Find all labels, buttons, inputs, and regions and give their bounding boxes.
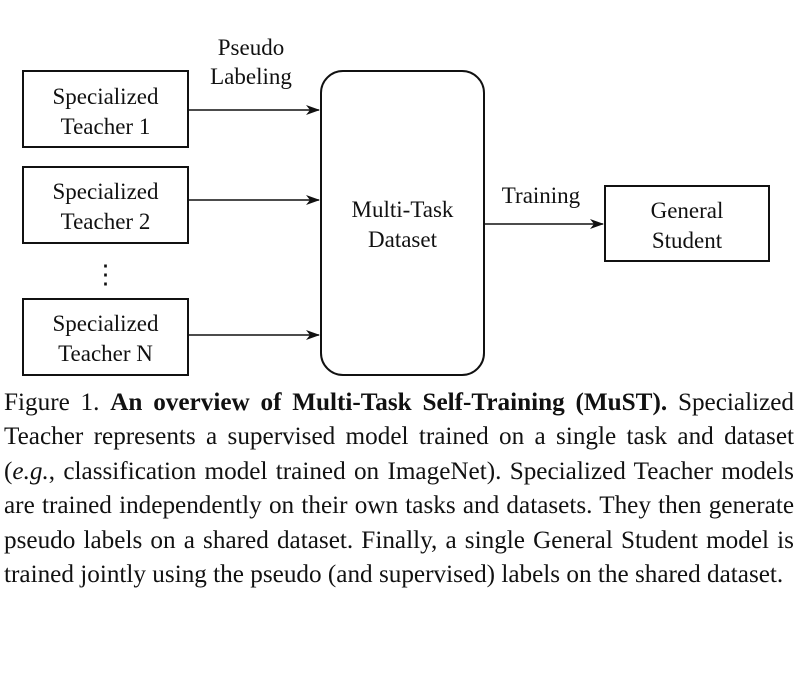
figure-number: Figure 1. [4,389,100,416]
teacher-2-label-line2: Teacher 2 [60,209,151,234]
teacher-n-box [23,299,188,375]
caption-text-part-1: Specialized Teacher represents a supervised model trained on a single task and dataset ( [4,389,795,485]
general-student-box [605,186,769,261]
dataset-label-line1: Multi-Task [351,197,454,222]
teacher-ellipsis: ⋮ [92,260,119,289]
dataset-label-line2: Dataset [368,227,437,252]
caption-eg: e.g. [12,457,49,485]
teacher-2-label-line1: Specialized [52,179,159,204]
teacher-n-label-line1: Specialized [52,311,159,336]
teacher-1-label-line2: Teacher 1 [60,114,151,139]
figure-title: An overview of Multi-Task Self-Training (MuST). [110,389,668,416]
teacher-n-label-line2: Teacher N [58,341,153,366]
student-label-line1: General [650,198,724,223]
training-label: Training [501,183,581,208]
student-label-line2: Student [651,228,723,253]
teacher-1-label-line1: Specialized [52,84,159,109]
figure-caption [4,386,794,592]
pseudo-labeling-label-line1: Pseudo [217,35,285,60]
pseudo-labeling-label-line2: Labeling [210,64,292,89]
caption-text-part-2: , classification model trained on ImageNet). Specialized Teacher models are trained independently on their own tasks and datasets. They then generate pseudo labels on a shared dataset. Finally, a single General Student model is trained jointly using the pseudo (and supervised) labels on the shared dataset. [4,457,794,589]
teacher-2-box [23,167,188,243]
teacher-1-box [23,71,188,147]
multi-task-dataset-box [321,71,484,375]
